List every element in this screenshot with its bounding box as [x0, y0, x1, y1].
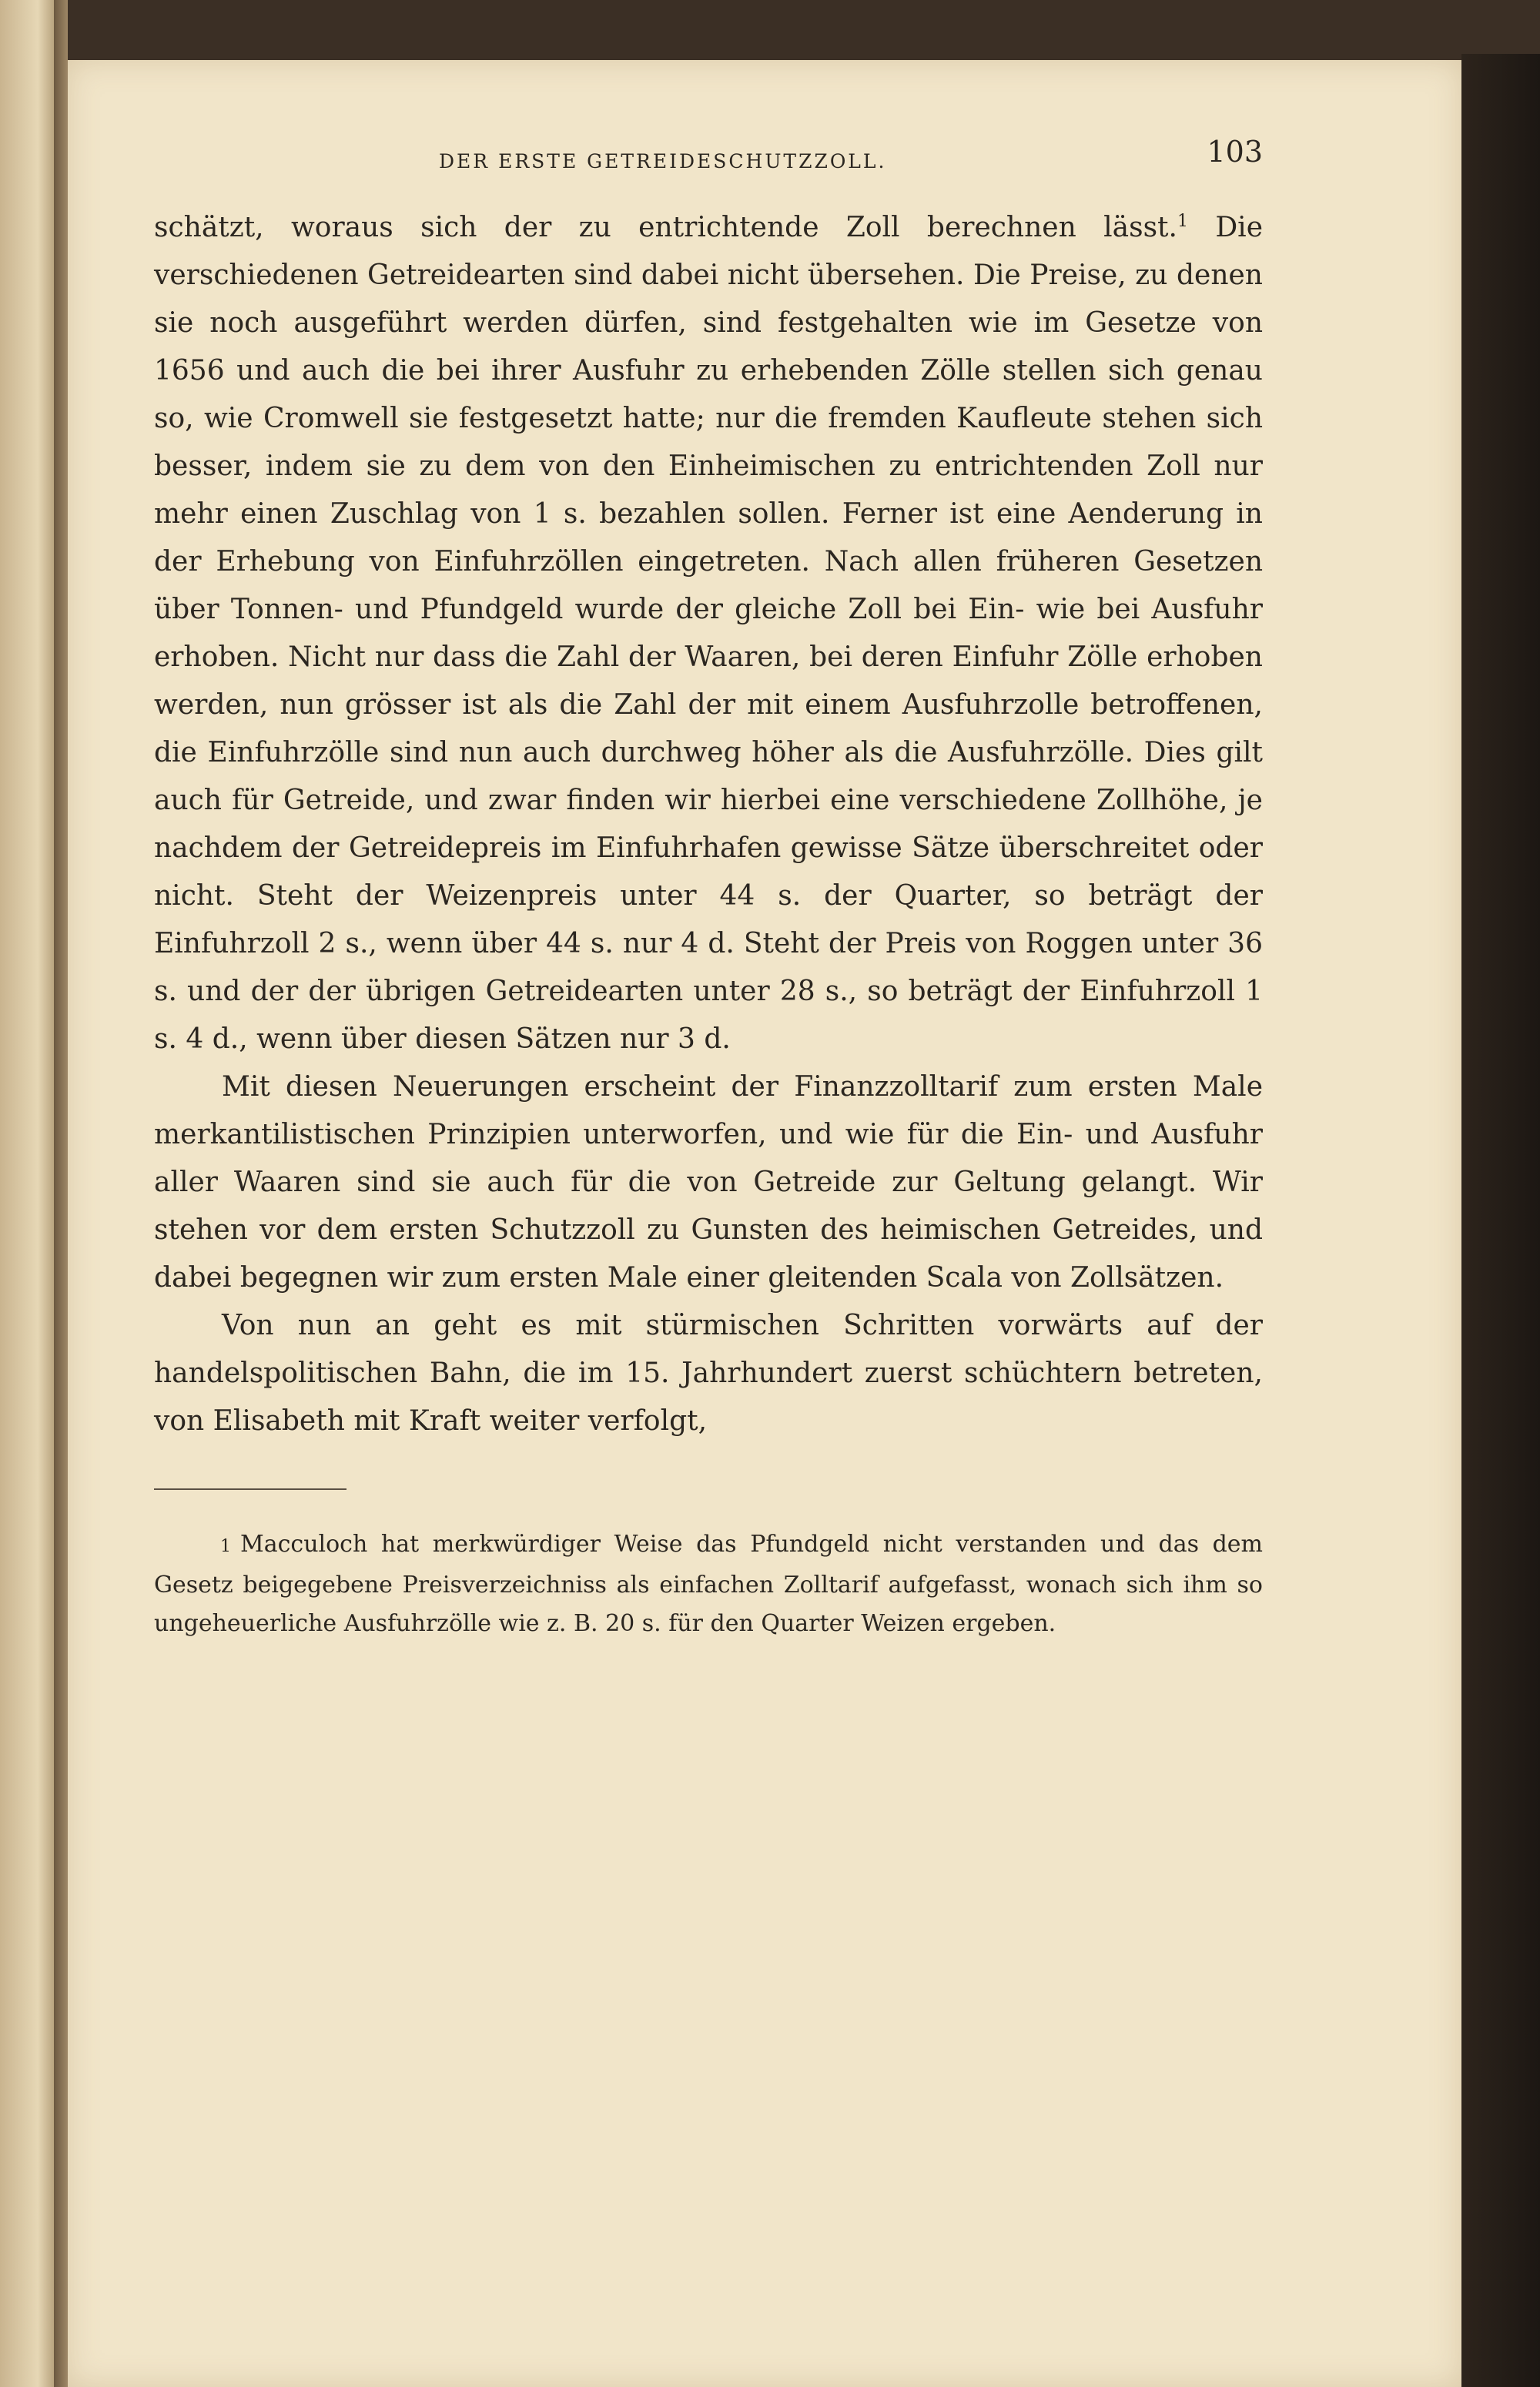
- left-page-edge: [0, 0, 54, 2387]
- book-gutter: [54, 0, 68, 2387]
- footnote: [154, 1525, 1263, 1643]
- paragraph-1-continuation: Die verschiedenen Getreidearten sind dabei nicht übersehen. Die Preise, zu denen sie noch ausgeführt werden dürfen, sind festgehalten wie im Gesetze von 1656 und auch die bei ihrer Ausfuhr zu erhebenden Zölle stellen sich genau so, wie Cromwell sie festgesetzt hatte; nur die fremden Kaufleute stehen sich besser, indem sie zu dem von den Einheimischen zu entrichtenden Zoll nur mehr einen Zuschlag von 1 s. bezahlen sollen. Ferner ist eine Aenderung in der Erhebung von Einfuhrzöllen eingetreten. Nach allen früheren Gesetzen über Tonnen- und Pfundgeld wurde der gleiche Zoll bei Ein- wie bei Ausfuhr erhoben. Nicht nur dass die Zahl der Waaren, bei deren Einfuhr Zölle erhoben werden, nun grösser ist als die Zahl der mit einem Ausfuhrzolle betroffenen, die Einfuhrzölle sind nun auch durchweg höher als die Ausfuhrzölle. Dies gilt auch für Getreide, und zwar finden wir hierbei eine verschiedene Zollhöhe, je nachdem der Getreidepreis im Einfuhrhafen gewisse Sätze überschreitet oder nicht. Steht der Weizenpreis unter 44 s. der Quarter, so beträgt der Einfuhrzoll 2 s., wenn über 44 s. nur 4 d. Steht der Preis von Roggen unter 36 s. und der der übrigen Getreidearten unter 28 s., so beträgt der Einfuhrzoll 1 s. 4 d., wenn über diesen Sätzen nur 3 d.: [154, 212, 1263, 1055]
- page-content: [154, 135, 1263, 1643]
- footnote-reference: 1: [1177, 212, 1188, 231]
- body-text: [154, 204, 1263, 1445]
- right-background: [1461, 54, 1540, 2387]
- footnote-rule: [154, 1488, 346, 1490]
- paragraph-2: Mit diesen Neuerungen erscheint der Finanzzolltarif zum ersten Male merkantilistischen Prinzipien unterworfen, und wie für die Ein- und Ausfuhr aller Waaren sind sie auch für die von Getreide zur Geltung gelangt. Wir stehen vor dem ersten Schutzzoll zu Gunsten des heimischen Getreides, und dabei begegnen wir zum ersten Male einer gleitenden Scala von Zollsätzen.: [154, 1071, 1263, 1294]
- page-number: 103: [1207, 135, 1263, 169]
- paragraph-1-start: schätzt, woraus sich der zu entrichtende Zoll berechnen lässt.: [154, 212, 1177, 243]
- running-head: [154, 135, 1263, 204]
- running-title: DER ERSTE GETREIDESCHUTZZOLL.: [439, 150, 887, 172]
- paragraph-1: [154, 204, 1263, 1063]
- paragraph-3: Von nun an geht es mit stürmischen Schritten vorwärts auf der handelspolitischen Bahn, die im 15. Jahrhundert zuerst schüchtern betreten, von Elisabeth mit Kraft weiter verfolgt,: [154, 1310, 1263, 1437]
- footnote-marker: 1: [220, 1537, 231, 1556]
- footnote-text: Macculoch hat merkwürdiger Weise das Pfundgeld nicht verstanden und das dem Gesetz beigegebene Preisverzeichniss als einfachen Zolltarif aufgefasst, wonach sich ihm so ungeheuerliche Ausfuhrzölle wie z. B. 20 s. für den Quarter Weizen ergeben.: [154, 1531, 1263, 1637]
